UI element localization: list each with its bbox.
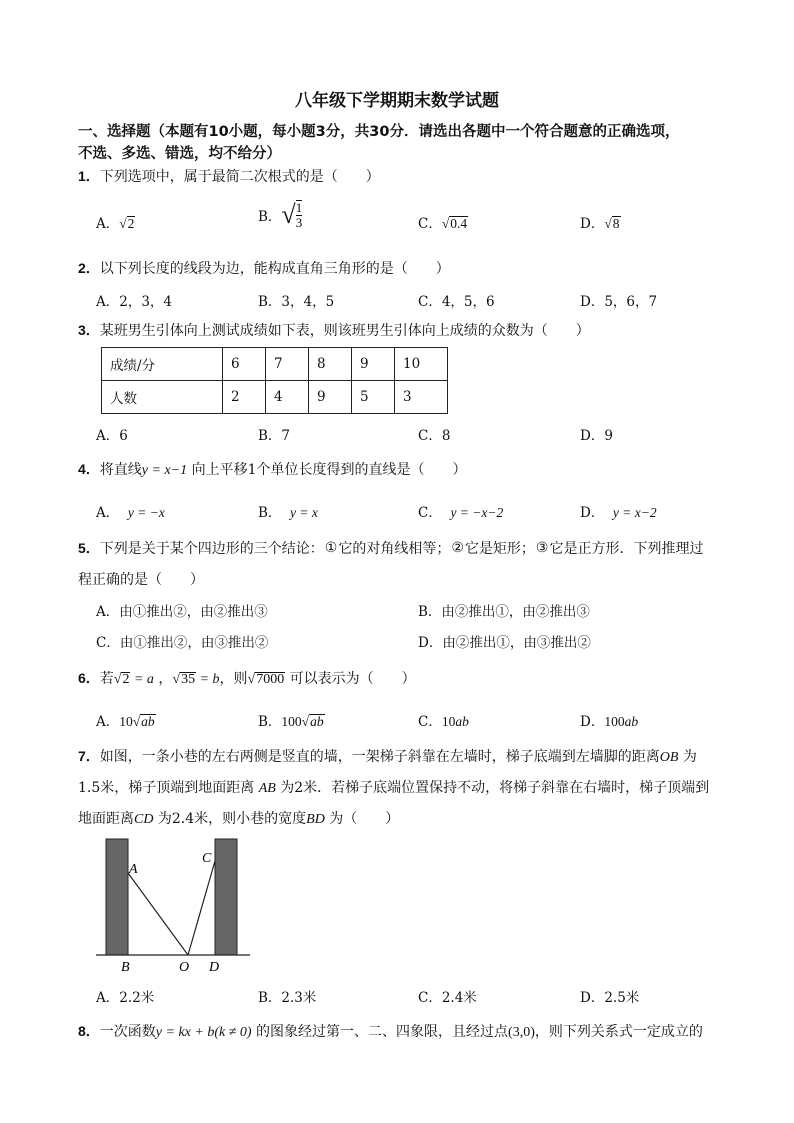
sqrt-icon: √ xyxy=(247,672,256,687)
table-cell: 4 xyxy=(266,381,309,414)
sqrt-icon: √ xyxy=(119,216,127,231)
q2-option-a[interactable]: A．2，3，4 xyxy=(96,294,173,310)
q4-option-c[interactable] xyxy=(418,501,503,521)
point-coordinates: (3,0) xyxy=(508,1025,535,1040)
table-cell: 人数 xyxy=(102,381,223,414)
score-table xyxy=(101,347,448,414)
question-text: 地面距离 xyxy=(78,811,134,827)
q6-option-b[interactable] xyxy=(258,710,325,730)
q7-option-b[interactable]: B．2.3米 xyxy=(258,990,317,1006)
q2-option-c[interactable]: C．4，5，6 xyxy=(418,294,495,310)
q2-option-d[interactable]: D．5，6，7 xyxy=(580,294,658,310)
question-number: 5． xyxy=(78,540,100,556)
q5-option-b[interactable]: B．由②推出①，由②推出③ xyxy=(418,604,590,620)
question-text: 可以表示为（ ） xyxy=(285,671,416,687)
right-wall xyxy=(215,839,237,955)
question-text: 某班男生引体向上测试成绩如下表，则该班男生引体向上成绩的众数为（ ） xyxy=(99,323,590,339)
question-text: 它的对角线相等； xyxy=(338,541,451,557)
math-expression: (k ≠ 0) xyxy=(214,1025,252,1040)
question-text: 以下列长度的线段为边，能构成直角三角形的是（ ） xyxy=(99,261,450,277)
q3-option-b[interactable]: B．7 xyxy=(258,428,291,444)
option-label: C． xyxy=(418,505,442,521)
question-1 xyxy=(78,166,380,186)
math-expression: = b xyxy=(196,672,220,687)
sqrt-icon: √ xyxy=(132,714,141,729)
radicand: 7000 xyxy=(256,672,285,687)
question-number: 2． xyxy=(78,260,100,276)
table-cell: 3 xyxy=(395,381,448,414)
question-6: 6．若√2 = a ，√35 = b，则√7000 可以表示为（ ） xyxy=(78,670,416,687)
fraction xyxy=(296,200,303,230)
sqrt-icon: √ xyxy=(172,672,181,687)
question-text: 为 xyxy=(678,749,697,765)
q4-option-b[interactable] xyxy=(258,501,318,521)
question-text: 下列选项中，属于最简二次根式的是（ ） xyxy=(99,169,380,185)
circled-number: ③ xyxy=(535,540,549,556)
coefficient: 10 xyxy=(119,714,133,729)
question-text: 的图象经过第一、二、四象限，且经过点 xyxy=(251,1024,509,1040)
q6-option-d[interactable] xyxy=(580,710,638,730)
radicand: 2 xyxy=(127,216,135,231)
denominator: 3 xyxy=(295,215,303,230)
segment-label: OB xyxy=(659,750,679,765)
option-label: C． xyxy=(418,714,442,730)
question-text: 向上平移1个单位长度得到的直线是（ ） xyxy=(187,462,467,478)
q5-option-c[interactable]: C．由①推出②，由③推出② xyxy=(96,635,269,651)
segment-label: CD xyxy=(134,812,154,827)
q3-option-d[interactable]: D．9 xyxy=(580,428,613,444)
radicand: ab xyxy=(310,714,324,729)
math-expression: y = x−1 xyxy=(141,463,188,478)
section-header-line1: 一、选择题（本题有10小题，每小题3分，共30分．请选出各题中一个符合题意的正确选项， xyxy=(78,124,680,140)
question-text: 1.5米，梯子顶端到地面距离 xyxy=(78,780,259,796)
q1-option-b[interactable] xyxy=(258,200,302,230)
table-cell: 8 xyxy=(309,348,352,381)
option-label: B． xyxy=(258,714,282,730)
table-cell: 6 xyxy=(223,348,266,381)
section-header-line2: 不选、多选、错选，均不给分） xyxy=(78,146,281,162)
table-cell: 2 xyxy=(223,381,266,414)
q1-option-a[interactable] xyxy=(96,212,135,232)
question-text: 为2米．若梯子底端位置保持不动，将梯子斜靠在右墙时，梯子顶端到 xyxy=(275,780,710,796)
math-expression: y = x−2 xyxy=(612,505,657,520)
table-row xyxy=(102,381,448,414)
q7-option-a[interactable]: A．2.2米 xyxy=(96,990,155,1006)
option-label: A． xyxy=(96,714,120,730)
table-cell: 9 xyxy=(309,381,352,414)
option-label: B． xyxy=(258,209,282,225)
table-cell: 9 xyxy=(352,348,395,381)
ladder-left xyxy=(128,873,188,955)
question-number: 3． xyxy=(78,322,100,338)
option-label: C． xyxy=(418,216,442,232)
question-5-line1 xyxy=(78,538,703,558)
circled-number: ② xyxy=(451,540,464,556)
q4-option-a[interactable] xyxy=(96,501,165,521)
math-expression: y = −x xyxy=(127,505,165,520)
q7-option-d[interactable]: D．2.5米 xyxy=(580,990,640,1006)
sqrt-icon: √ xyxy=(113,672,122,687)
sqrt-icon: √ xyxy=(604,216,612,231)
point-c-label: C xyxy=(202,851,212,866)
variable: ab xyxy=(624,714,639,729)
question-text: 将直线 xyxy=(99,462,142,478)
question-number: 1． xyxy=(78,168,100,184)
point-a-label: A xyxy=(129,862,138,877)
option-label: D． xyxy=(580,505,605,521)
question-text: 它是正方形．下列推理过 xyxy=(549,541,704,557)
question-7-line1 xyxy=(78,746,697,766)
table-cell: 7 xyxy=(266,348,309,381)
point-d-label: D xyxy=(209,960,220,975)
math-expression: y = kx + b xyxy=(155,1025,215,1040)
coefficient: 100 xyxy=(604,714,625,729)
variable: ab xyxy=(455,714,469,729)
question-text: 它是矩形； xyxy=(464,541,535,557)
q7-option-c[interactable]: C．2.4米 xyxy=(418,990,477,1006)
segment-label: BD xyxy=(306,812,325,827)
table-cell: 5 xyxy=(352,381,395,414)
ladder-right xyxy=(188,861,215,955)
option-label: D． xyxy=(580,714,605,730)
option-label: A． xyxy=(96,216,120,232)
question-5-line2: 程正确的是（ ） xyxy=(78,572,204,588)
math-expression: y = −x−2 xyxy=(450,505,504,520)
coefficient: 10 xyxy=(441,714,456,729)
radicand: 35 xyxy=(181,672,196,687)
question-number: 4． xyxy=(78,461,100,477)
question-text: 若 xyxy=(99,671,114,687)
question-7-line2 xyxy=(78,777,709,797)
circled-number: ① xyxy=(324,540,338,556)
q1-option-c[interactable] xyxy=(418,212,468,232)
question-text: ，则 xyxy=(219,671,248,687)
q5-option-a[interactable]: A．由①推出②，由②推出③ xyxy=(96,604,268,620)
question-4 xyxy=(78,459,466,479)
question-number: 8． xyxy=(78,1023,100,1039)
radicand: 0.4 xyxy=(450,216,468,231)
math-expression: = a xyxy=(130,672,154,687)
table-row xyxy=(102,348,448,381)
point-o-label: O xyxy=(179,960,190,975)
coefficient: 100 xyxy=(281,714,302,729)
option-label: A． xyxy=(96,505,120,521)
radicand: 8 xyxy=(612,216,620,231)
question-text: 一次函数 xyxy=(99,1024,156,1040)
q2-option-b[interactable]: B．3，4，5 xyxy=(258,294,335,310)
question-number: 6． xyxy=(78,670,100,686)
table-cell: 10 xyxy=(395,348,448,381)
question-8 xyxy=(78,1021,703,1041)
q1-option-d[interactable] xyxy=(580,212,621,232)
sqrt-icon: √ xyxy=(301,714,310,729)
numerator: 1 xyxy=(295,200,303,215)
question-text: 下列是关于某个四边形的三个结论： xyxy=(99,541,324,557)
question-number: 7． xyxy=(78,748,100,764)
math-expression: y = x xyxy=(290,505,318,520)
page-title: 八年级下学期期末数学试题 xyxy=(295,91,499,111)
table-cell: 成绩/分 xyxy=(102,348,223,381)
q3-option-c[interactable]: C．8 xyxy=(418,428,451,444)
q3-option-a[interactable]: A．6 xyxy=(96,428,128,444)
sqrt-icon: √ xyxy=(281,200,296,229)
option-label: B． xyxy=(258,505,282,521)
question-2 xyxy=(78,258,450,278)
question-text: 为（ ） xyxy=(324,811,400,827)
sqrt-icon: √ xyxy=(441,216,450,231)
question-text: ，则下列关系式一定成立的 xyxy=(534,1024,703,1040)
segment-label: AB xyxy=(258,781,276,796)
question-text: 为2.4米，则小巷的宽度 xyxy=(153,811,307,827)
question-3 xyxy=(78,320,590,340)
q6-option-a[interactable] xyxy=(96,710,156,730)
q5-option-d[interactable]: D．由②推出①，由③推出② xyxy=(418,635,591,651)
radicand: ab xyxy=(141,714,155,729)
question-text: 如图，一条小巷的左右两侧是竖直的墙，一架梯子斜靠在左墙时，梯子底端到左墙脚的距离 xyxy=(99,749,660,765)
q6-option-c[interactable] xyxy=(418,710,469,730)
option-label: D． xyxy=(580,216,605,232)
ladder-figure xyxy=(90,835,260,975)
point-b-label: B xyxy=(121,960,130,975)
radicand: 2 xyxy=(122,672,130,687)
left-wall xyxy=(106,839,128,955)
q4-option-d[interactable] xyxy=(580,501,657,521)
question-7-line3 xyxy=(78,808,399,828)
